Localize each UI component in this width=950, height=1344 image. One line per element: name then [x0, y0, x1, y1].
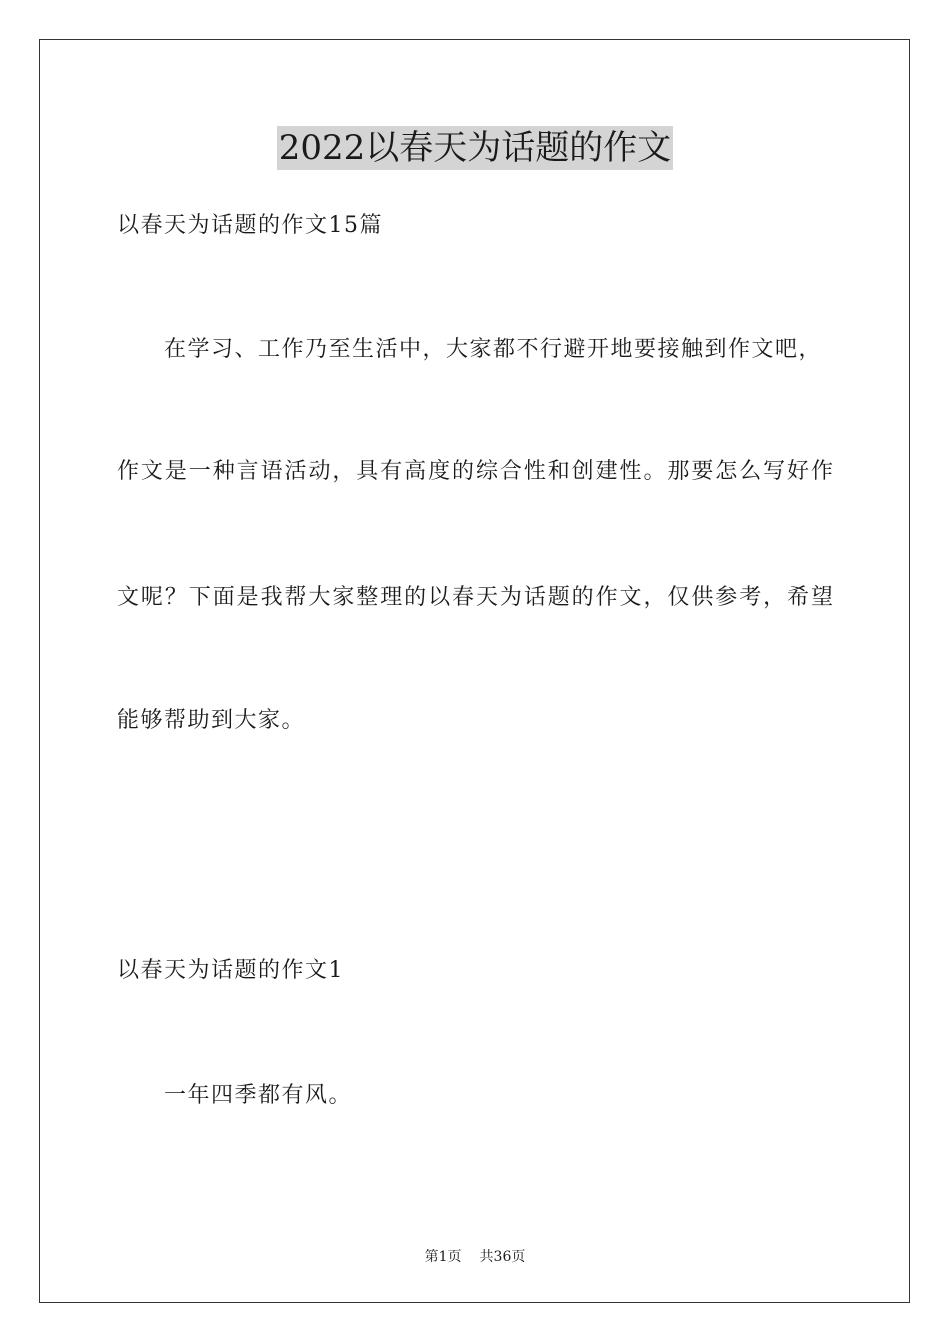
document-subtitle: 以春天为话题的作文15篇 — [117, 213, 383, 238]
document-title: 2022以春天为话题的作文 — [278, 128, 672, 168]
title-container — [0, 126, 950, 170]
intro-line-4: 能够帮助到大家。 — [117, 708, 306, 733]
page-total: 共36页 — [479, 1249, 526, 1265]
intro-line-1: 在学习、工作乃至生活中，大家都不行避开地要接触到作文吧， — [164, 337, 823, 362]
intro-line-2: 作文是一种言语活动，具有高度的综合性和创建性。那要怎么写好作 — [117, 459, 833, 484]
page-footer — [0, 1248, 950, 1266]
section-heading: 以春天为话题的作文1 — [117, 958, 344, 983]
section-paragraph-line: 一年四季都有风。 — [164, 1083, 353, 1108]
page-number: 第1页 — [424, 1249, 462, 1265]
intro-line-3: 文呢？下面是我帮大家整理的以春天为话题的作文，仅供参考，希望 — [117, 585, 833, 610]
